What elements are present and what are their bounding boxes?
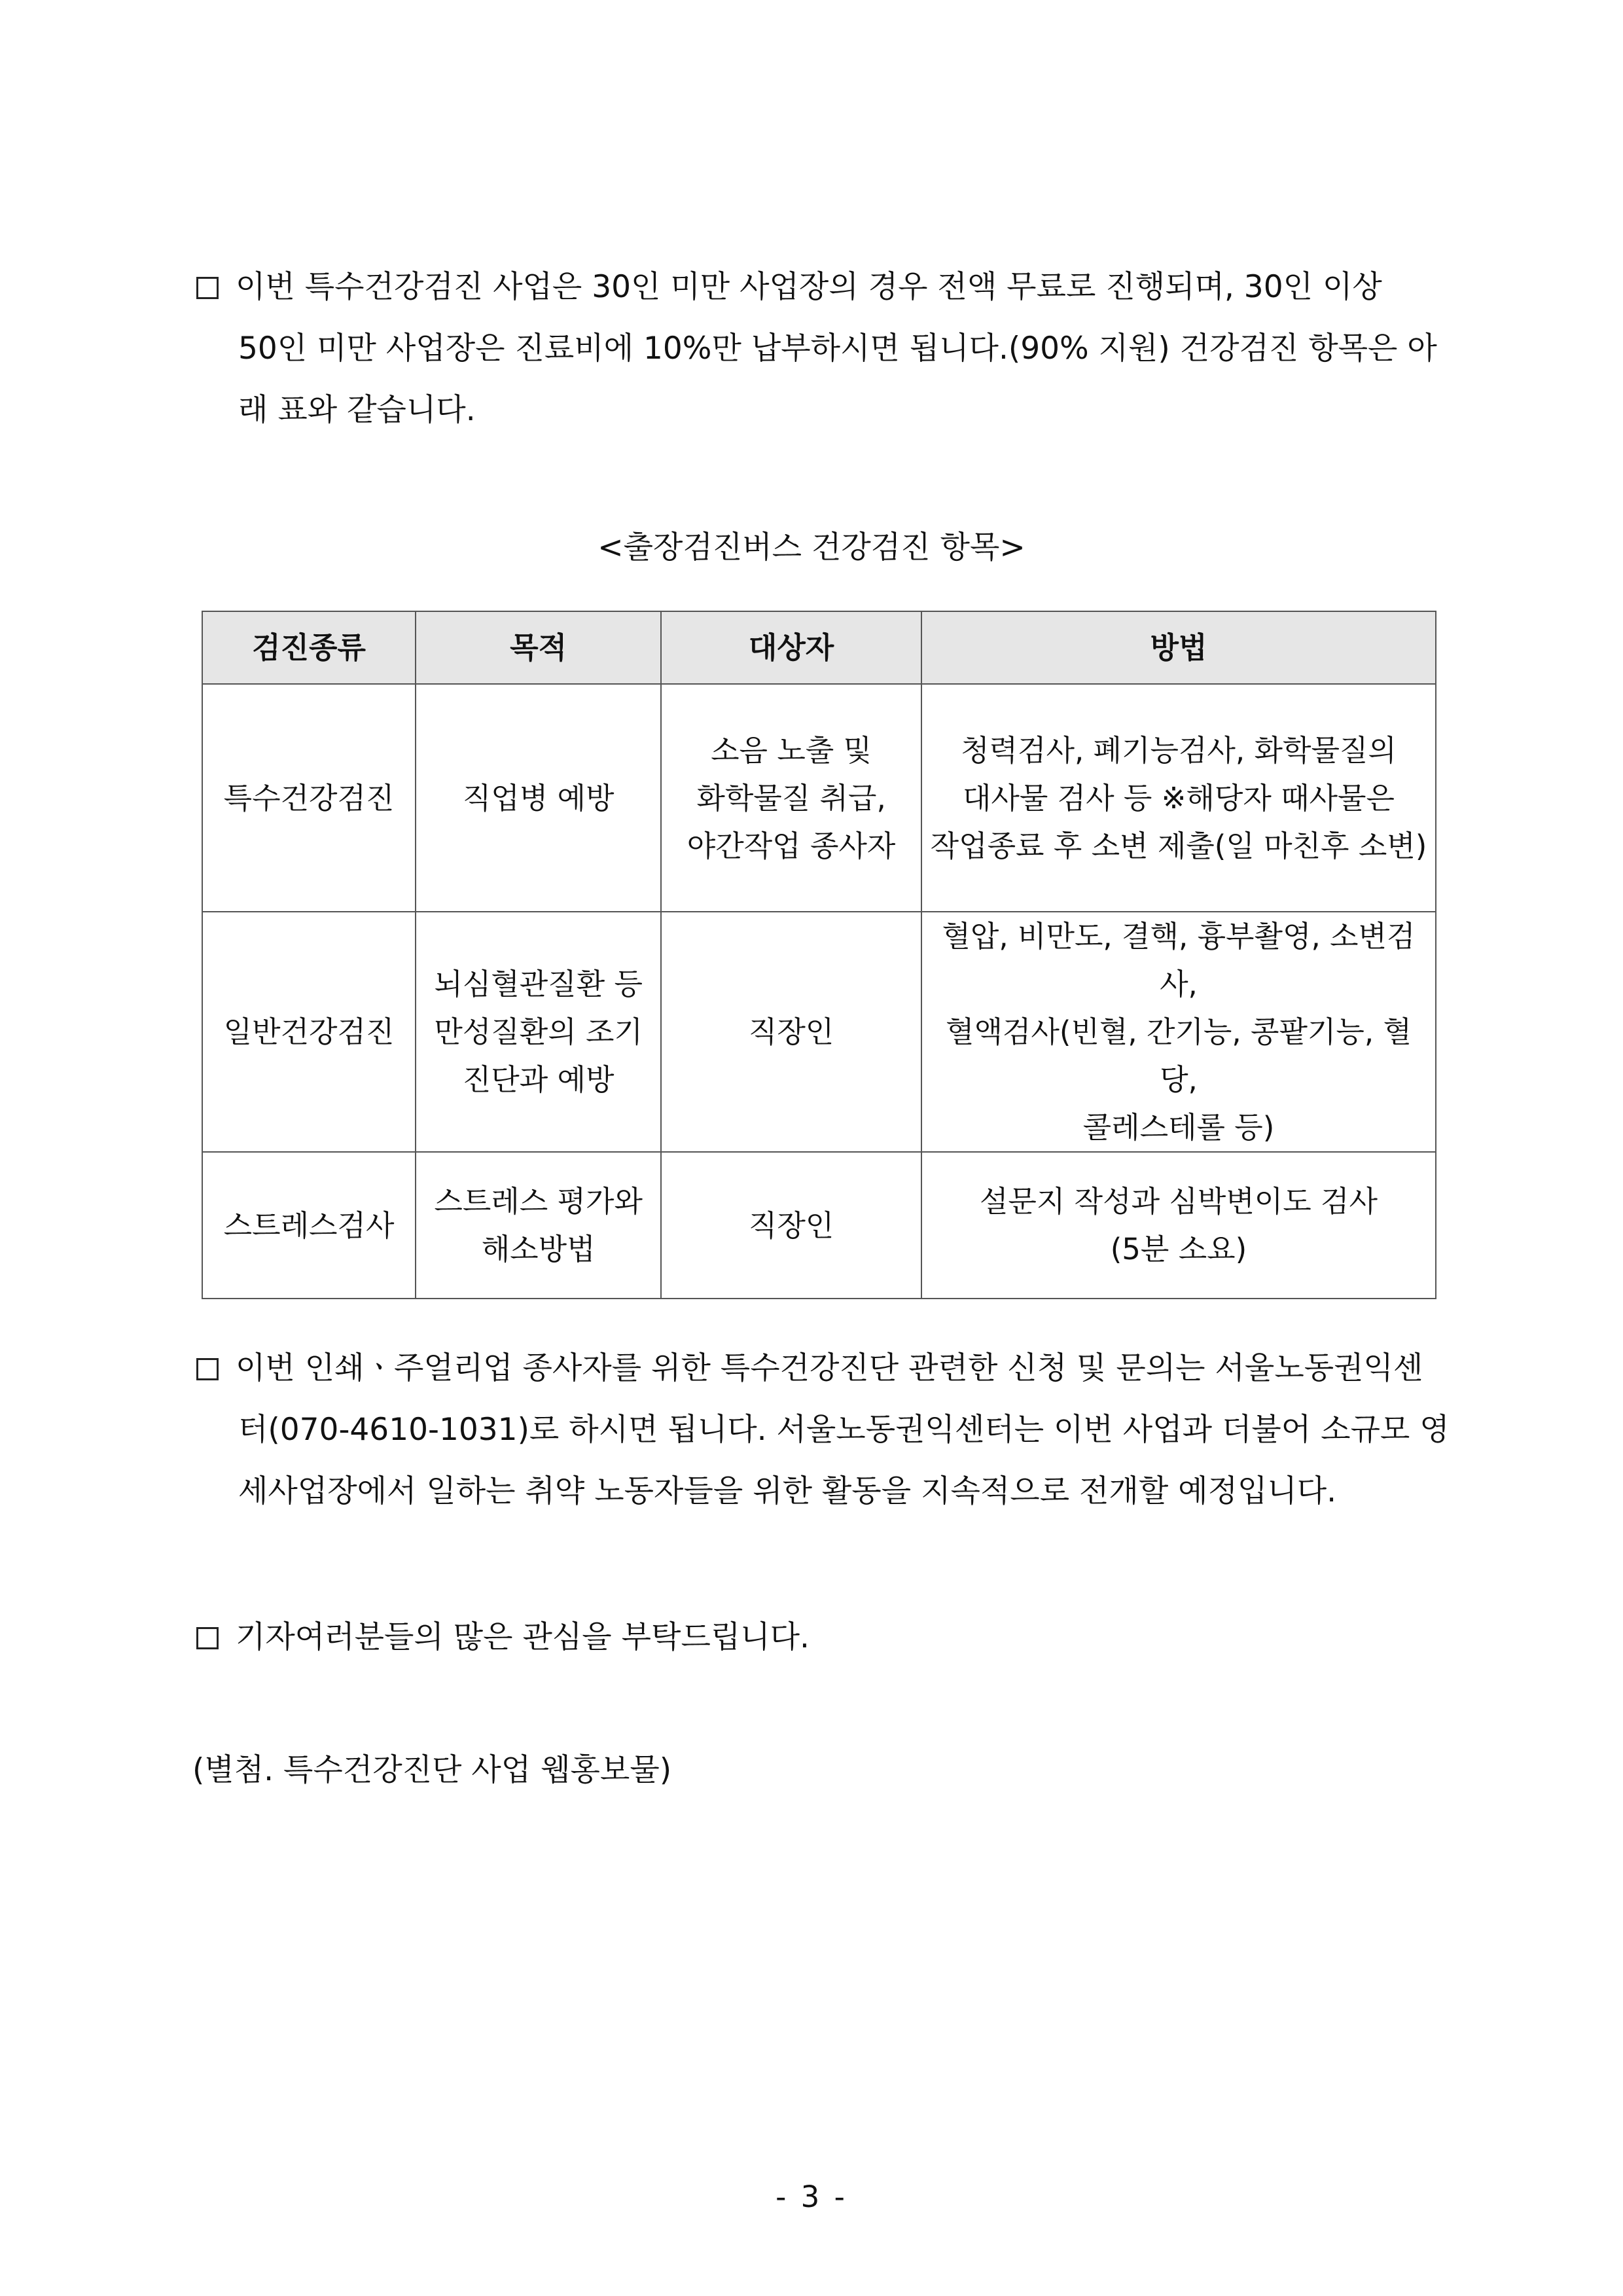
cell-method: 청력검사, 폐기능검사, 화학물질의 대사물 검사 등 ※해당자 때사물은 작업종료 후 소변 제출(일 마친후 소변) xyxy=(921,684,1436,912)
paragraph-line: 터(070-4610-1031)로 하시면 됩니다. 서울노동권익센터는 이번 사업과 더불어 소규모 영 xyxy=(238,1412,1450,1448)
health-exam-table xyxy=(202,611,1436,1299)
cell-target: 소음 노출 및 화학물질 취급, 야간작업 종사자 xyxy=(661,684,921,912)
cell-purpose: 뇌심혈관질환 등 만성질환의 조기 진단과 예방 xyxy=(416,912,661,1152)
cell-exam-type: 스트레스검사 xyxy=(202,1152,416,1299)
cell-method: 혈압, 비만도, 결핵, 흉부촬영, 소변검사, 혈액검사(빈혈, 간기능, 콩팥기능, 혈당, 콜레스테롤 등) xyxy=(921,912,1436,1152)
table-header-row xyxy=(202,611,1436,684)
attachment-note: (별첨. 특수건강진단 사업 웹홍보물) xyxy=(192,1752,672,1788)
cell-target: 직장인 xyxy=(661,912,921,1152)
checkbox-bullet-icon xyxy=(196,277,219,299)
table-row xyxy=(202,912,1436,1152)
header-method: 방법 xyxy=(921,611,1436,684)
cell-exam-type: 일반건강검진 xyxy=(202,912,416,1152)
paragraph-program-info xyxy=(196,257,1440,441)
paragraph-line: 50인 미만 사업장은 진료비에 10%만 납부하시면 됩니다.(90% 지원) 건강검진 항목은 아 xyxy=(238,331,1437,367)
paragraph-line: 래 표와 같습니다. xyxy=(238,392,476,428)
cell-purpose: 직업병 예방 xyxy=(416,684,661,912)
paragraph-contact-info xyxy=(196,1338,1450,1522)
header-exam-type: 검진종류 xyxy=(202,611,416,684)
paragraph-line: 기자여러분들의 많은 관심을 부탁드립니다. xyxy=(236,1619,810,1655)
cell-method: 설문지 작성과 심박변이도 검사 (5분 소요) xyxy=(921,1152,1436,1299)
page-number: - 3 - xyxy=(776,2179,847,2214)
paragraph-line: 이번 특수건강검진 사업은 30인 미만 사업장의 경우 전액 무료로 진행되며, 30인 이상 xyxy=(236,269,1382,305)
checkbox-bullet-icon xyxy=(196,1627,219,1649)
paragraph-line: 이번 인쇄ㆍ주얼리업 종사자를 위한 특수건강진단 관련한 신청 및 문의는 서울노동권익센 xyxy=(236,1350,1423,1386)
header-target: 대상자 xyxy=(661,611,921,684)
cell-exam-type: 특수건강검진 xyxy=(202,684,416,912)
paragraph-request xyxy=(196,1607,1440,1668)
checkbox-bullet-icon xyxy=(196,1358,219,1380)
cell-target: 직장인 xyxy=(661,1152,921,1299)
table-caption: <출장검진버스 건강검진 항목> xyxy=(597,529,1026,565)
cell-purpose: 스트레스 평가와 해소방법 xyxy=(416,1152,661,1299)
table-row xyxy=(202,684,1436,912)
header-purpose: 목적 xyxy=(416,611,661,684)
paragraph-line: 세사업장에서 일하는 취약 노동자들을 위한 활동을 지속적으로 전개할 예정입니다. xyxy=(238,1473,1337,1509)
table-row xyxy=(202,1152,1436,1299)
